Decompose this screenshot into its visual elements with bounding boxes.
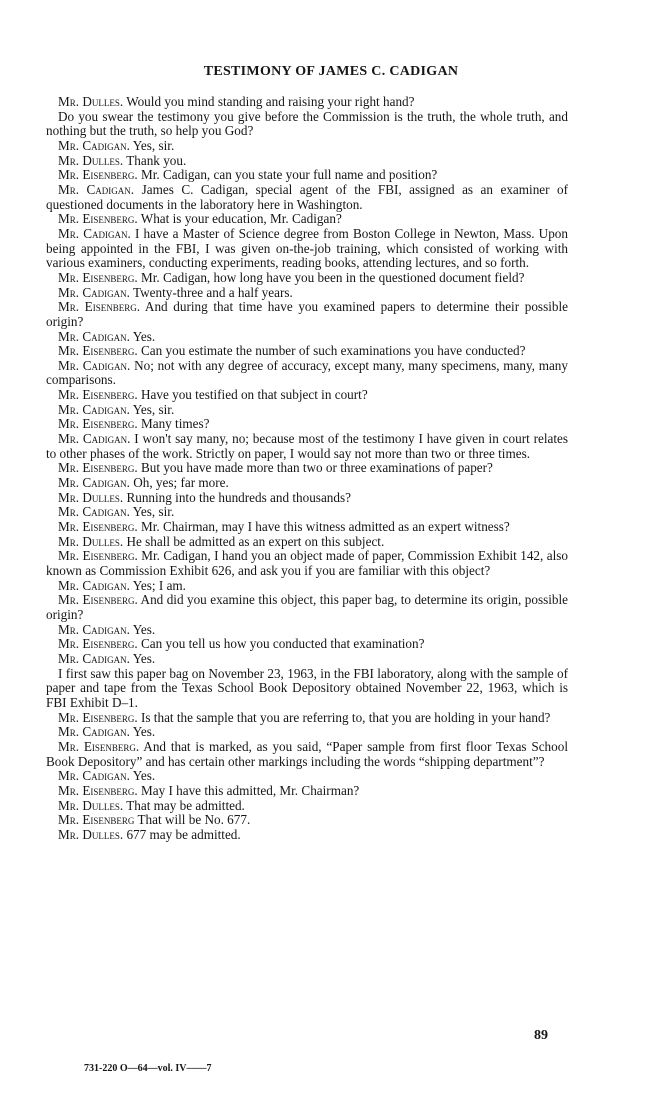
testimony-paragraph: [46, 344, 568, 359]
paragraph-text: And during that time have you examined papers to determine their possible origin?: [46, 299, 568, 329]
paragraph-text: Is that the sample that you are referring to, that you are holding in your hand?: [140, 709, 551, 725]
testimony-paragraph: [46, 359, 568, 388]
paragraph-text: And that is marked, as you said, “Paper sample from first floor Texas School Book Depository” and has certain other markings including the words “shipping department”?: [46, 738, 568, 769]
testimony-paragraph: [46, 593, 568, 622]
testimony-paragraph: [46, 637, 568, 652]
testimony-paragraph: [46, 813, 568, 828]
paragraph-text: Yes, sir.: [132, 401, 175, 417]
speaker-name: Mr. Cadigan.: [58, 225, 131, 241]
testimony-paragraph: [46, 491, 568, 506]
paragraph-text: Mr. Chairman, may I have this witness admitted as an expert witness?: [140, 519, 510, 535]
testimony-paragraph: [46, 330, 568, 345]
speaker-name: Mr. Cadigan.: [58, 431, 131, 447]
speaker-name: Mr. Cadigan.: [58, 357, 131, 373]
testimony-paragraph: [46, 828, 568, 843]
speaker-name: Mr. Dulles.: [58, 533, 124, 549]
speaker-name: Mr. Eisenberg.: [58, 167, 138, 183]
speaker-name: Mr. Cadigan.: [58, 724, 130, 740]
speaker-name: Mr. Eisenberg.: [58, 343, 138, 359]
paragraph-text: Yes.: [132, 328, 156, 344]
paragraph-text: Yes, sir.: [132, 504, 175, 520]
testimony-paragraph: [46, 799, 568, 814]
speaker-name: Mr. Eisenberg: [58, 812, 135, 828]
speaker-name: Mr. Eisenberg.: [58, 387, 138, 403]
paragraph-text: And did you examine this object, this paper bag, to determine its origin, possible origin?: [46, 592, 568, 622]
paragraph-text: Would you mind standing and raising your right hand?: [126, 94, 415, 109]
speaker-name: Mr. Cadigan.: [58, 504, 130, 520]
paragraph-text: James C. Cadigan, special agent of the FBI, assigned as an examiner of questioned documents in the laboratory here in Washington.: [46, 181, 569, 212]
footer-code: 731-220 O—64—vol. IV——7: [84, 1063, 212, 1074]
speaker-name: Mr. Dulles.: [58, 797, 124, 813]
paragraph-text: Yes.: [132, 724, 156, 740]
speaker-name: Mr. Cadigan.: [58, 621, 130, 637]
paragraph-text: Mr. Cadigan, I hand you an object made of paper, Commission Exhibit 142, also known as Commission Exhibit 626, and ask you if you are familiar with this object?: [46, 548, 568, 578]
testimony-paragraph: [46, 623, 568, 638]
testimony-paragraph: [46, 168, 568, 183]
testimony-paragraph: [46, 110, 568, 139]
testimony-paragraph: [46, 388, 568, 403]
speaker-name: Mr. Dulles.: [58, 489, 124, 505]
testimony-paragraph: [46, 667, 568, 711]
testimony-paragraph: [46, 212, 568, 227]
speaker-name: Mr. Cadigan.: [58, 137, 130, 153]
speaker-name: Mr. Eisenberg.: [58, 269, 138, 285]
testimony-paragraph: [46, 403, 568, 418]
testimony-paragraph: [46, 711, 568, 726]
speaker-name: Mr. Eisenberg.: [58, 460, 138, 476]
testimony-paragraph: [46, 95, 568, 110]
paragraph-text: He shall be admitted as an expert on this subject.: [126, 533, 385, 549]
paragraph-text: That may be admitted.: [126, 797, 245, 813]
paragraph-text: Thank you.: [126, 152, 187, 168]
paragraph-text: What is your education, Mr. Cadigan?: [140, 211, 342, 227]
speaker-name: Mr. Eisenberg.: [58, 416, 138, 432]
speaker-name: Mr. Eisenberg.: [58, 299, 141, 315]
testimony-paragraph: [46, 154, 568, 169]
testimony-paragraph: [46, 725, 568, 740]
speaker-name: Mr. Eisenberg.: [58, 519, 138, 535]
testimony-paragraph: [46, 740, 568, 769]
paragraph-text: I have a Master of Science degree from Boston College in Newton, Mass. Upon being appointed in the FBI, I was given on-the-job training, which consisted of working with various examiners, conducting experiments, reading books, attending lectures, and so forth.: [46, 225, 568, 271]
paragraph-text: Oh, yes; far more.: [133, 475, 229, 491]
testimony-paragraph: [46, 535, 568, 550]
paragraph-text: Mr. Cadigan, can you state your full name and position?: [140, 167, 438, 183]
paragraph-text: I first saw this paper bag on November 23, 1963, in the FBI laboratory, along with the sample of paper and tape from the Texas School Book Depository obtained November 22, 1963, which is FBI Exhibit D–1.: [46, 665, 568, 710]
speaker-name: Mr. Eisenberg.: [58, 782, 138, 798]
paragraph-text: Running into the hundreds and thousands?: [126, 489, 351, 505]
paragraph-text: But you have made more than two or three examinations of paper?: [140, 460, 493, 476]
speaker-name: Mr. Cadigan.: [58, 577, 130, 593]
testimony-paragraph: [46, 579, 568, 594]
paragraph-text: 677 may be admitted.: [126, 826, 241, 842]
paragraph-text: That will be No. 677.: [137, 812, 251, 828]
paragraph-text: Do you swear the testimony you give before the Commission is the truth, the whole truth, and nothing but the truth, so help you God?: [46, 108, 568, 139]
paragraph-text: Yes.: [132, 621, 156, 637]
testimony-paragraph: [46, 286, 568, 301]
testimony-paragraph: [46, 432, 568, 461]
paragraph-text: Yes.: [132, 650, 156, 666]
testimony-paragraph: [46, 461, 568, 476]
speaker-name: Mr. Dulles.: [58, 94, 124, 109]
speaker-name: Mr. Eisenberg.: [58, 709, 138, 725]
testimony-paragraph: [46, 271, 568, 286]
paragraph-text: Have you testified on that subject in court?: [140, 387, 368, 403]
testimony-paragraph: [46, 520, 568, 535]
testimony-paragraph: [46, 505, 568, 520]
testimony-paragraph: [46, 652, 568, 667]
paragraph-text: Can you estimate the number of such examinations you have conducted?: [140, 343, 526, 359]
speaker-name: Mr. Cadigan.: [58, 650, 130, 666]
speaker-name: Mr. Eisenberg.: [58, 636, 138, 652]
testimony-paragraph: [46, 183, 568, 212]
testimony-paragraph: [46, 476, 568, 491]
paragraph-text: Mr. Cadigan, how long have you been in the questioned document field?: [140, 269, 525, 285]
speaker-name: Mr. Dulles.: [58, 826, 124, 842]
testimony-paragraph: [46, 227, 568, 271]
paragraph-text: Yes; I am.: [132, 577, 186, 593]
page-title: TESTIMONY OF JAMES C. CADIGAN: [203, 64, 459, 79]
speaker-name: Mr. Cadigan.: [58, 401, 130, 417]
speaker-name: Mr. Cadigan.: [58, 768, 130, 784]
speaker-name: Mr. Eisenberg.: [58, 592, 138, 608]
speaker-name: Mr. Eisenberg.: [58, 211, 138, 227]
testimony-body: [46, 95, 568, 842]
testimony-paragraph: [46, 300, 568, 329]
speaker-name: Mr. Eisenberg.: [58, 548, 138, 564]
paragraph-text: May I have this admitted, Mr. Chairman?: [140, 782, 360, 798]
speaker-name: Mr. Dulles.: [58, 152, 124, 168]
testimony-paragraph: [46, 784, 568, 799]
speaker-name: Mr. Eisenberg.: [58, 738, 140, 754]
speaker-name: Mr. Cadigan.: [58, 328, 130, 344]
speaker-name: Mr. Cadigan.: [58, 284, 130, 300]
testimony-paragraph: [46, 139, 568, 154]
speaker-name: Mr. Cadigan.: [58, 475, 130, 491]
testimony-paragraph: [46, 549, 568, 578]
speaker-name: Mr. Cadigan.: [58, 181, 135, 197]
testimony-paragraph: [46, 769, 568, 784]
paragraph-text: Yes, sir.: [132, 137, 175, 153]
page-number: 89: [534, 1028, 548, 1043]
paragraph-text: Yes.: [132, 768, 156, 784]
paragraph-text: No; not with any degree of accuracy, except many, many specimens, many, many comparisons.: [46, 357, 568, 388]
paragraph-text: I won't say many, no; because most of the testimony I have given in court relates to other phases of the work. Strictly on paper, I would say not more than two or three times.: [46, 431, 568, 461]
testimony-paragraph: [46, 417, 568, 432]
paragraph-text: Many times?: [140, 416, 210, 432]
paragraph-text: Twenty-three and a half years.: [132, 284, 293, 300]
paragraph-text: Can you tell us how you conducted that examination?: [140, 636, 425, 652]
